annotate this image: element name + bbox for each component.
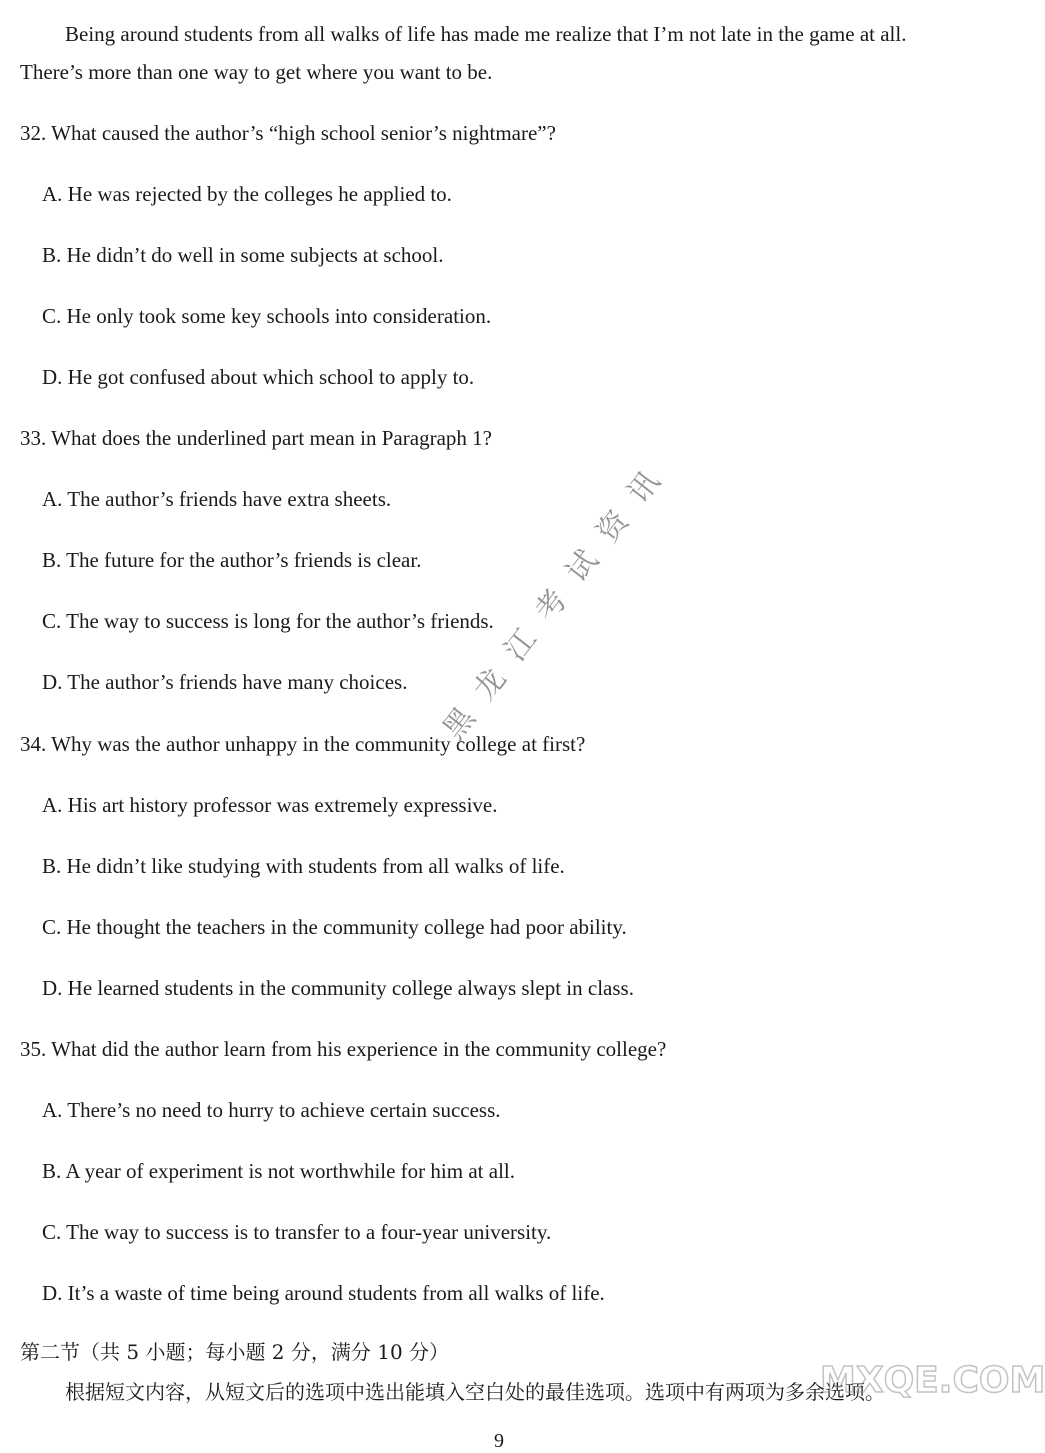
question-32-option-b: B. He didn’t do well in some subjects at school. (42, 243, 444, 267)
question-33-option-d: D. The author’s friends have many choices. (42, 670, 408, 694)
question-33-stem: 33. What does the underlined part mean in Paragraph 1? (20, 426, 492, 450)
question-34-option-a: A. His art history professor was extremely expressive. (42, 793, 498, 817)
passage-line-1: Being around students from all walks of life has made me realize that I’m not late in the game at all. (65, 22, 907, 46)
question-32-option-c: C. He only took some key schools into consideration. (42, 304, 492, 328)
page-number: 9 (494, 1430, 504, 1452)
question-32-option-d: D. He got confused about which school to apply to. (42, 365, 475, 389)
question-32-option-a: A. He was rejected by the colleges he applied to. (42, 182, 452, 206)
section-instructions: 根据短文内容，从短文后的选项中选出能填入空白处的最佳选项。选项中有两项为多余选项。 (65, 1380, 885, 1404)
question-32-stem: 32. What caused the author’s “high school senior’s nightmare”? (20, 121, 556, 145)
question-34-stem: 34. Why was the author unhappy in the community college at first? (20, 732, 586, 756)
site-logo: MXQE.COM (820, 1360, 1045, 1401)
question-34-option-c: C. He thought the teachers in the community college had poor ability. (42, 915, 627, 939)
question-34-option-d: D. He learned students in the community college always slept in class. (42, 976, 634, 1000)
question-33-option-b: B. The future for the author’s friends is clear. (42, 548, 422, 572)
question-35-option-d: D. It’s a waste of time being around students from all walks of life. (42, 1281, 605, 1305)
question-33-option-c: C. The way to success is long for the author’s friends. (42, 609, 494, 633)
question-35-option-c: C. The way to success is to transfer to a four-year university. (42, 1220, 552, 1244)
question-35-option-b: B. A year of experiment is not worthwhile for him at all. (42, 1159, 515, 1183)
question-35-stem: 35. What did the author learn from his experience in the community college? (20, 1037, 667, 1061)
section-heading: 第二节（共 5 小题；每小题 2 分，满分 10 分） (20, 1340, 450, 1364)
passage-line-2: There’s more than one way to get where you want to be. (20, 60, 493, 84)
question-33-option-a: A. The author’s friends have extra sheets. (42, 487, 392, 511)
question-35-option-a: A. There’s no need to hurry to achieve certain success. (42, 1098, 501, 1122)
watermark-text: 黑龙江考试资讯 (436, 449, 680, 747)
question-34-option-b: B. He didn’t like studying with students from all walks of life. (42, 854, 565, 878)
